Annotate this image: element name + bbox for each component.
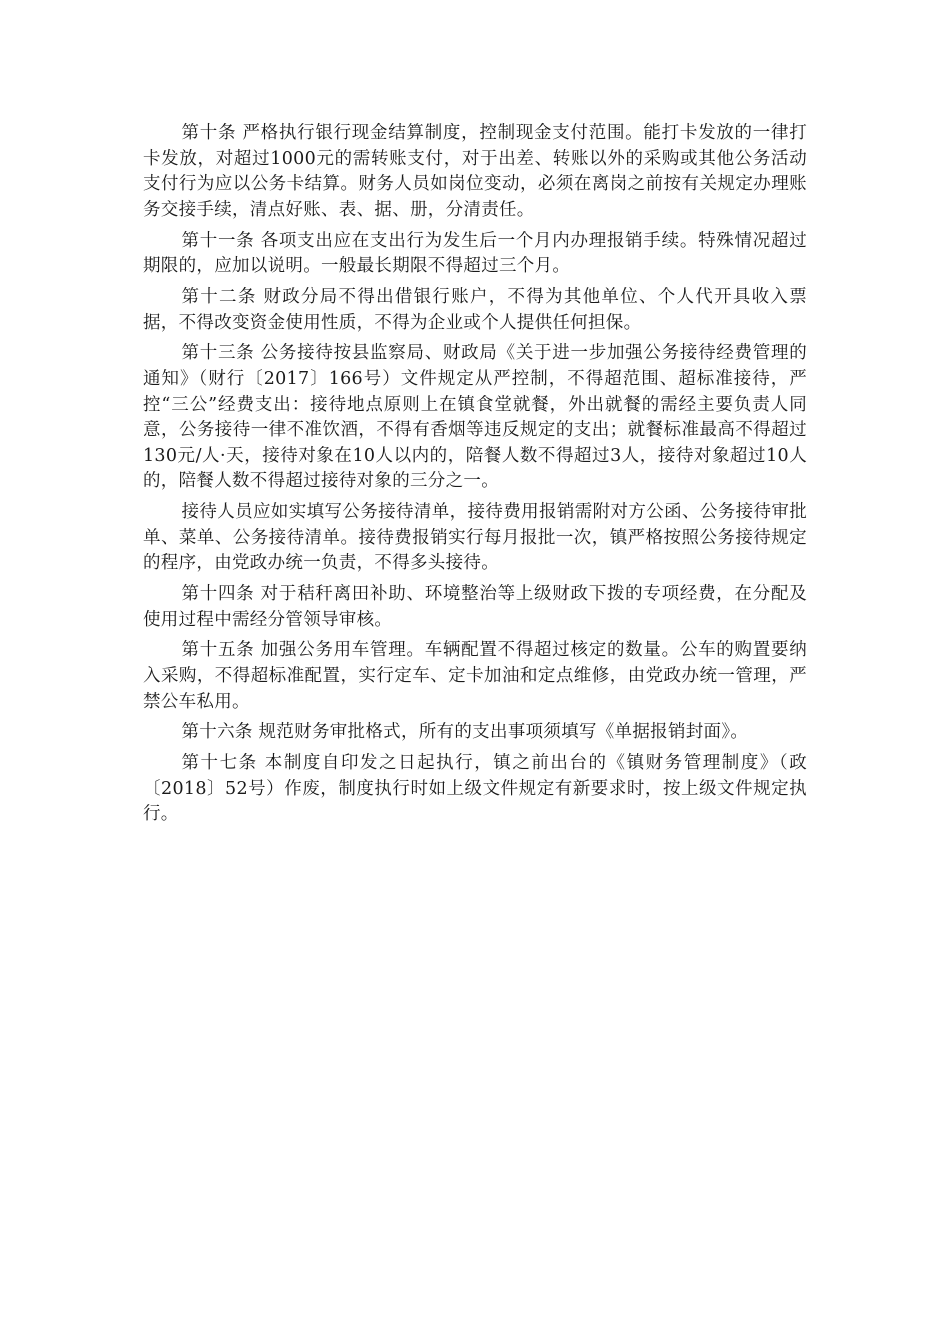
document-body [143,121,807,833]
article-17-paragraph: 第十七条 本制度自印发之日起执行，镇之前出台的《镇财务管理制度》（政〔2018〕52号）作废，制度执行时如上级文件规定有新要求时，按上级文件规定执行。 [143,753,807,825]
article-14-paragraph: 第十四条 对于秸秆离田补助、环境整治等上级财政下拨的专项经费，在分配及使用过程中需经分管领导审核。 [143,584,807,630]
article-10-paragraph: 第十条 严格执行银行现金结算制度，控制现金支付范围。能打卡发放的一律打卡发放，对超过1000元的需转账支付，对于出差、转账以外的采购或其他公务活动支付行为应以公务卡结算。财务人员如岗位变动，必须在离岗之前按有关规定办理账务交接手续，清点好账、表、据、册，分清责任。 [143,123,807,220]
article-11-paragraph: 第十一条 各项支出应在支出行为发生后一个月内办理报销手续。特殊情况超过期限的，应加以说明。一般最长期限不得超过三个月。 [143,230,807,277]
article-15-paragraph: 第十五条 加强公务用车管理。车辆配置不得超过核定的数量。公车的购置要纳入采购，不得超标准配置，实行定车、定卡加油和定点维修，由党政办统一管理，严禁公车私用。 [143,640,807,712]
reception-rules-paragraph: 接待人员应如实填写公务接待清单，接待费用报销需附对方公函、公务接待审批单、菜单、公务接待清单。接待费报销实行每月报批一次，镇严格按照公务接待规定的程序，由党政办统一负责，不得多头接待。 [143,502,807,574]
article-16-paragraph: 第十六条 规范财务审批格式，所有的支出事项须填写《单据报销封面》。 [181,722,749,743]
article-12-paragraph: 第十二条 财政分局不得出借银行账户，不得为其他单位、个人代开具收入票据，不得改变资金使用性质，不得为企业或个人提供任何担保。 [143,286,807,333]
article-13-paragraph: 第十三条 公务接待按县监察局、财政局《关于进一步加强公务接待经费管理的通知》（财行〔2017〕166号）文件规定从严控制，不得超范围、超标准接待，严控“三公”经费支出：接待地点原则上在镇食堂就餐，外出就餐的需经主要负责人同意，公务接待一律不准饮酒，不得有香烟等违反规定的支出；就餐标准最高不得超过130元/人·天，接待对象在10人以内的，陪餐人数不得超过3人，接待对象超过10人的，陪餐人数不得超过接待对象的三分之一。 [143,343,807,492]
